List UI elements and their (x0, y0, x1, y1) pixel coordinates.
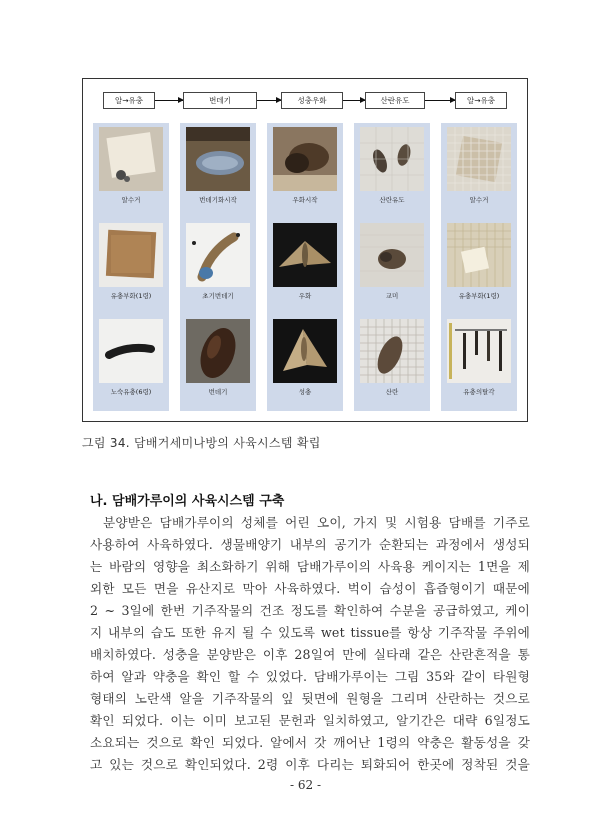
pupa-photo (186, 319, 250, 383)
text-line: 사용하여 사육하였다. 생물배양기 내부의 공기가 순환되는 과정에서 생성되 (90, 537, 530, 552)
flow-arrow-icon (425, 100, 455, 101)
photo-cell (271, 123, 339, 215)
photo-cell (97, 123, 165, 215)
photo-cell (358, 219, 426, 311)
photo-cell (97, 315, 165, 407)
photo-caption: 산란유도 (379, 196, 405, 204)
text-line: 하여 알과 약충을 확인 할 수 있었다. 담배가루이는 그림 35와 같이 타원형 (90, 669, 530, 684)
hatched-larva-photo (447, 223, 511, 287)
larva-sponge-photo (99, 223, 163, 287)
photo-cell (358, 315, 426, 407)
photo-caption: 산란 (385, 388, 399, 396)
text-line: 배치하였다. 성충을 분양받은 이후 28일여 만에 실타래 같은 산란흔적을 통 (90, 647, 530, 662)
photo-cell (184, 315, 252, 407)
stage-column-3 (267, 123, 343, 411)
stage-column-4 (354, 123, 430, 411)
photo-cell (445, 315, 513, 407)
section-heading: 나. 담배가루이의 사육시스템 구축 (90, 494, 285, 509)
text-line: 지 내부의 습도 또한 유지 될 수 있도록 wet tissue를 항상 기주작물 주위에 (90, 625, 530, 640)
text-line: 확인 되었다. 이는 이미 보고된 문헌과 일치하였고, 알기간은 대략 6일정도 (90, 713, 530, 728)
flow-arrow-icon (257, 100, 281, 101)
photo-caption: 성충 (298, 388, 312, 396)
photo-cell (445, 123, 513, 215)
photo-cell (358, 123, 426, 215)
pupation-start-photo (186, 127, 250, 191)
photo-cell (97, 219, 165, 311)
oviposition-cage-photo (360, 127, 424, 191)
text-line: 2 ~ 3일에 한번 기주작물의 건조 정도를 확인하여 수분을 공급하였고, 케이 (90, 603, 530, 618)
photo-caption: 유충부화(1령) (458, 292, 500, 300)
figure-frame (82, 78, 528, 422)
text-line: 분양받은 담배가루이의 성체를 어린 오이, 가지 및 시험용 담배를 기주로 (103, 515, 530, 530)
mature-larva-photo (99, 319, 163, 383)
photo-cell (184, 219, 252, 311)
photo-caption: 알수거 (121, 196, 141, 204)
photo-caption: 우화 (298, 292, 312, 300)
moth-photo (273, 223, 337, 287)
photo-caption: 초기번데기 (202, 292, 234, 300)
photo-caption: 유충의탈각 (463, 388, 495, 396)
photo-caption: 교미 (385, 292, 399, 300)
photo-caption: 번데기 (208, 388, 228, 396)
egg-laying-photo (360, 319, 424, 383)
stage-column-5 (441, 123, 517, 411)
text-line: 형태의 노란색 알을 기주작물의 잎 뒷면에 원형을 그리며 산란하는 것으로 (90, 691, 530, 706)
text-line: 는 바람의 영향을 최소화하기 위해 담배가루이의 사육용 케이지는 1면을 제 (90, 559, 530, 574)
text-line: 고 있는 것으로 확인되었다. 2령 이후 다리는 퇴화되어 한곳에 정착된 것을 (90, 757, 530, 772)
early-pupa-photo (186, 223, 250, 287)
photo-cell (271, 219, 339, 311)
photo-caption: 노숙유충(6령) (110, 388, 152, 396)
egg-sheet-photo (99, 127, 163, 191)
stage-box-4: 산란유도 (365, 92, 425, 109)
emergence-start-photo (273, 127, 337, 191)
photo-caption: 알수거 (469, 196, 489, 204)
photo-caption: 우화시작 (292, 196, 318, 204)
stage-column-1 (93, 123, 169, 411)
flow-arrow-icon (155, 100, 183, 101)
figure-caption: 그림 34. 담배거세미나방의 사육시스템 확립 (82, 436, 321, 450)
text-line: 외한 모든 면을 유산지로 막아 사육하였다. 벅이 습성이 흡즙형이기 때문에 (90, 581, 530, 596)
page-number: - 62 - (289, 778, 321, 792)
stage-box-3: 성충우화 (281, 92, 343, 109)
mating-photo (360, 223, 424, 287)
stage-box-5: 알→유충 (455, 92, 507, 109)
adult-moth-photo (273, 319, 337, 383)
photo-caption: 번데기화시작 (199, 196, 237, 204)
stage-column-2 (180, 123, 256, 411)
photo-cell (184, 123, 252, 215)
photo-cell (271, 315, 339, 407)
photo-caption: 유충부화(1령) (110, 292, 152, 300)
photo-cell (445, 219, 513, 311)
body-paragraph (90, 512, 530, 776)
text-line: 소요되는 것으로 확인 되었다. 알에서 갓 깨어난 1령의 약충은 활동성을 갖 (90, 735, 530, 750)
stage-box-2: 번데기 (183, 92, 257, 109)
egg-mesh-photo (447, 127, 511, 191)
stage-box-1: 알→유충 (103, 92, 155, 109)
larva-molting-photo (447, 319, 511, 383)
flow-arrow-icon (343, 100, 365, 101)
